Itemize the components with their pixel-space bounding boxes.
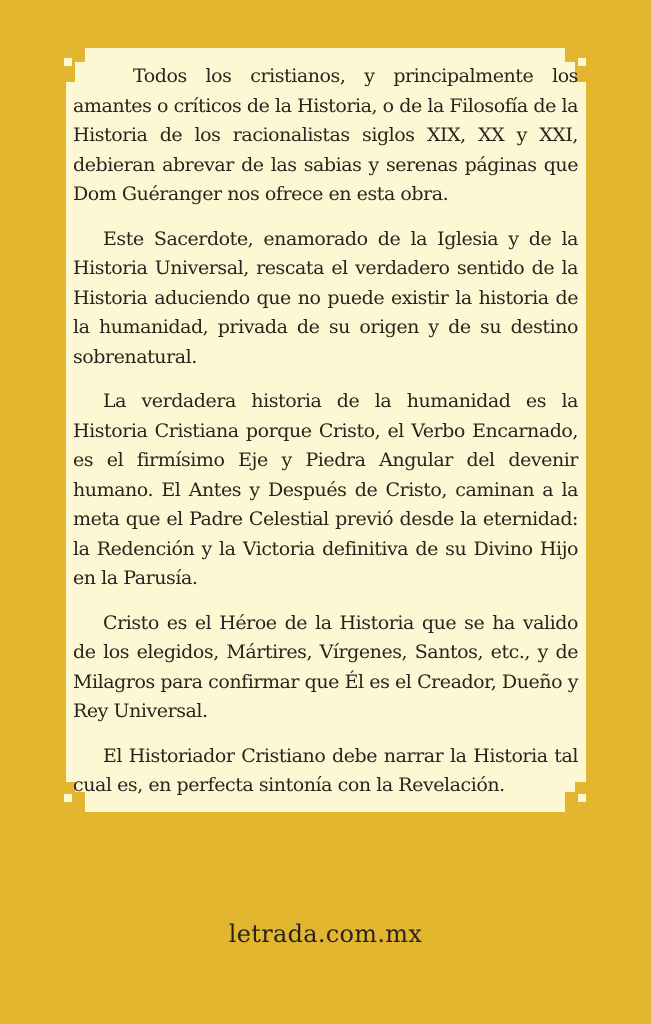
paragraph-2: Este Sacerdote, enamorado de la Iglesia y de la Historia Universal, rescata el verdadero sentido de la Historia aduciendo que no puede existir la historia de la humanidad, privada de su origen y de su destino sobrenatural. [73,227,578,368]
paragraph-3: La verdadera historia de la humanidad es la Historia Cristiana porque Cristo, el Verbo Encarnado, es el firmísimo Eje y Piedra Angular del devenir humano. El Antes y Después de Cristo, caminan a la meta que el Padre Celestial previó desde la eternidad: la Redención y la Victoria definitiva de su Divino Hijo en la Parusía. [73,390,578,589]
corner-ornament-bottom-right [578,794,586,802]
corner-ornament-top-left [64,58,72,66]
paragraph-5: El Historiador Cristiano debe narrar la Historia tal cual es, en perfecta sintonía con la Revelación. [73,744,578,796]
corner-ornament-top-right [578,58,586,66]
publisher-website: letrada.com.mx [228,920,423,948]
paragraph-1: Todos los cristianos, y principalmente los amantes o críticos de la Historia, o de la Filosofía de la Historia de los racionalistas siglos XIX, XX y XXI, debieran abrevar de las sabias y serenas páginas que Dom Guéranger nos ofrece en esta obra. [73,65,578,205]
corner-ornament-bottom-left [64,794,72,802]
back-cover-text [73,62,578,801]
paragraph-4: Cristo es el Héroe de la Historia que se ha valido de los elegidos, Mártires, Vírgenes, Santos, etc., y de Milagros para confirmar que Él es el Creador, Dueño y Rey Universal. [73,611,578,722]
